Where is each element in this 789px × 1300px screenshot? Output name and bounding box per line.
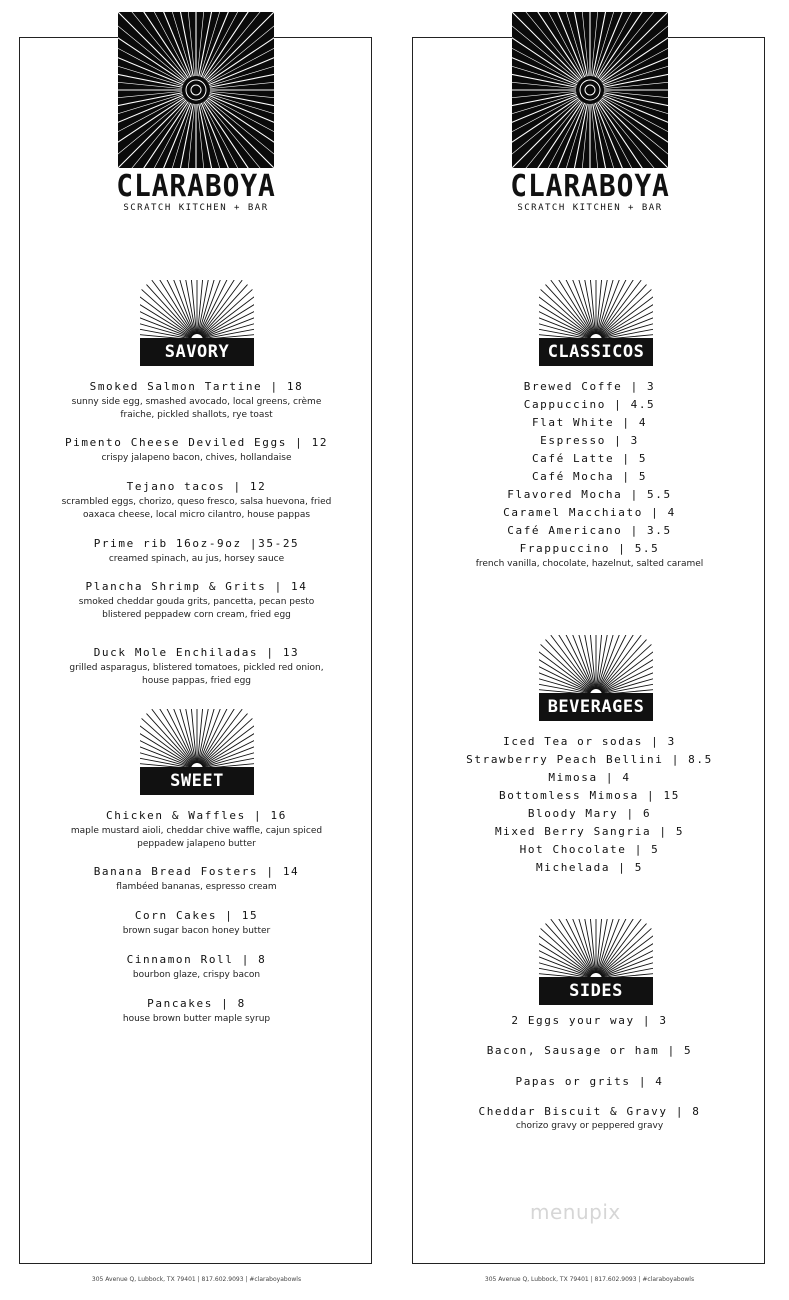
drink-item: Café Mocha | 5 [531, 470, 648, 483]
menu-item-desc: fraiche, pickled shallots, rye toast [120, 410, 273, 420]
side-item: 2 Eggs your way | 3 [511, 1014, 668, 1027]
menu-item-title: Duck Mole Enchiladas | 13 [93, 646, 300, 659]
drink-item-desc: french vanilla, chocolate, hazelnut, salted caramel [475, 559, 704, 569]
drink-item: Mixed Berry Sangria | 5 [494, 825, 685, 838]
brand-tagline: SCRATCH KITCHEN + BAR [517, 203, 663, 213]
half-sunburst-icon [140, 280, 254, 340]
menu-item-desc: creamed spinach, au jus, horsey sauce [108, 554, 285, 564]
section-header-sweet: SWEET [140, 767, 254, 795]
drink-item: Frappuccino | 5.5 [519, 542, 660, 555]
half-sunburst-icon [539, 635, 653, 695]
menu-item-title: Banana Bread Fosters | 14 [93, 865, 300, 878]
half-sunburst-icon [539, 280, 653, 340]
menu-item-title: Smoked Salmon Tartine | 18 [89, 380, 304, 393]
drink-item: Bottomless Mimosa | 15 [499, 789, 680, 802]
menu-item-desc: maple mustard aioli, cheddar chive waffle, cajun spiced [70, 826, 323, 836]
section-header-beverages: BEVERAGES [539, 693, 653, 721]
drink-item: Espresso | 3 [540, 434, 639, 447]
footer-address: 305 Avenue Q, Lubbock, TX 79401 | 817.602.9093 | #claraboyabowls [91, 1276, 302, 1283]
drink-item: Flavored Mocha | 5.5 [507, 488, 672, 501]
drink-item: Strawberry Peach Bellini | 8.5 [466, 753, 713, 766]
drink-item: Bloody Mary | 6 [527, 807, 652, 820]
menu-item-desc: brown sugar bacon honey butter [122, 926, 271, 936]
menu-item-title: Chicken & Waffles | 16 [106, 809, 287, 822]
menu-item-title: Pimento Cheese Deviled Eggs | 12 [64, 436, 329, 449]
menu-item-desc: scrambled eggs, chorizo, queso fresco, salsa huevona, fried [61, 497, 332, 507]
brand-tagline: SCRATCH KITCHEN + BAR [123, 203, 269, 213]
drink-item: Caramel Macchiato | 4 [503, 506, 676, 519]
drink-item: Brewed Coffe | 3 [523, 380, 656, 393]
drink-item: Cappuccino | 4.5 [523, 398, 656, 411]
drink-item: Café Americano | 3.5 [507, 524, 672, 537]
drink-item: Hot Chocolate | 5 [519, 843, 660, 856]
sunburst-logo-icon [118, 12, 274, 168]
section-header-savory: SAVORY [140, 338, 254, 366]
menu-item-desc: grilled asparagus, blistered tomatoes, pickled red onion, [69, 663, 324, 673]
section-header-sides: SIDES [539, 977, 653, 1005]
menu-item-title: Prime rib 16oz-9oz |35-25 [93, 537, 300, 550]
menu-item-title: Corn Cakes | 15 [134, 909, 259, 922]
half-sunburst-icon [539, 919, 653, 979]
brand-name: CLARABOYA [116, 169, 276, 204]
brand-name: CLARABOYA [510, 169, 670, 204]
menu-item-title: Pancakes | 8 [147, 997, 246, 1010]
menu-item-desc: oaxaca cheese, local micro cilantro, house pappas [82, 510, 311, 520]
menu-item-desc: house pappas, fried egg [141, 676, 252, 686]
menu-item-desc: sunny side egg, smashed avocado, local greens, crème [71, 397, 322, 407]
menu-item-desc: crispy jalapeno bacon, chives, hollandaise [101, 453, 292, 463]
footer-address: 305 Avenue Q, Lubbock, TX 79401 | 817.602.9093 | #claraboyabowls [484, 1276, 695, 1283]
menu-item-desc: house brown butter maple syrup [122, 1014, 271, 1024]
side-item: Papas or grits | 4 [515, 1075, 664, 1088]
menu-item-desc: flambéed bananas, espresso cream [116, 882, 277, 892]
drink-item: Café Latte | 5 [531, 452, 648, 465]
menu-item-desc: bourbon glaze, crispy bacon [132, 970, 261, 980]
menu-item-desc: blistered peppadew corn cream, fried egg [102, 610, 291, 620]
drink-item: Flat White | 4 [531, 416, 648, 429]
menu-item-title: Cinnamon Roll | 8 [126, 953, 267, 966]
section-header-classicos: CLASSICOS [539, 338, 653, 366]
side-item-desc: chorizo gravy or peppered gravy [515, 1121, 664, 1131]
drink-item: Michelada | 5 [536, 861, 643, 874]
side-item: Bacon, Sausage or ham | 5 [486, 1044, 693, 1057]
menu-item-desc: smoked cheddar gouda grits, pancetta, pecan pesto [78, 597, 315, 607]
half-sunburst-icon [140, 709, 254, 769]
menu-item-title: Plancha Shrimp & Grits | 14 [85, 580, 308, 593]
drink-item: Iced Tea or sodas | 3 [503, 735, 676, 748]
sunburst-logo-icon [512, 12, 668, 168]
menu-item-desc: peppadew jalapeno butter [137, 839, 256, 849]
side-item: Cheddar Biscuit & Gravy | 8 [478, 1105, 701, 1118]
drink-item: Mimosa | 4 [548, 771, 631, 784]
watermark: menupix [530, 1200, 621, 1224]
menu-item-title: Tejano tacos | 12 [126, 480, 267, 493]
